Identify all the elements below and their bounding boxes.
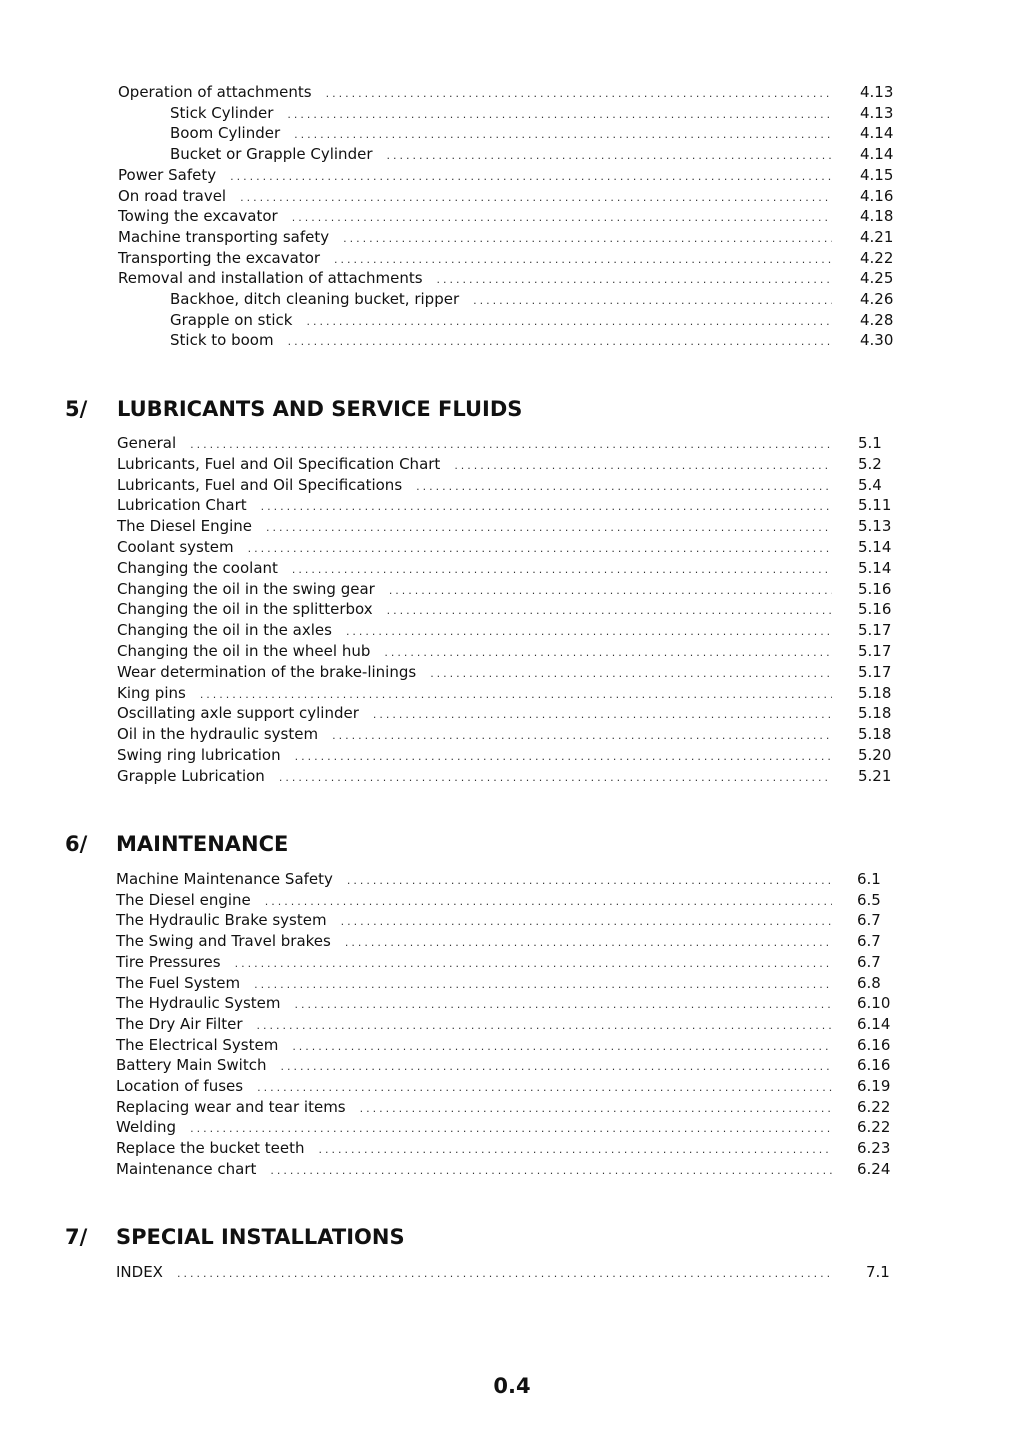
toc-entry-page: 5.16 xyxy=(858,600,892,619)
toc-entry-label: Lubricants, Fuel and Oil Specifications xyxy=(117,475,403,494)
toc-entry-label: Replace the bucket teeth xyxy=(116,1139,305,1158)
toc-entry-label: Removal and installation of attachments xyxy=(118,269,423,288)
toc-entry-label: The Diesel engine xyxy=(116,890,251,909)
toc-entry[interactable] xyxy=(117,516,892,537)
dot-leader xyxy=(437,269,832,290)
toc-entry-page: 5.14 xyxy=(858,558,892,577)
toc-entry-page: 6.23 xyxy=(857,1139,891,1158)
dot-leader xyxy=(295,994,833,1015)
toc-entry-label: Operation of attachments xyxy=(118,83,312,101)
dot-leader xyxy=(257,1015,832,1036)
dot-leader xyxy=(265,891,832,912)
toc-entry-label: Changing the oil in the splitterbox xyxy=(117,600,373,619)
toc-entry[interactable] xyxy=(117,599,892,620)
toc-entry-label: Changing the oil in the wheel hub xyxy=(117,642,371,660)
toc-entry[interactable] xyxy=(117,662,892,683)
dot-leader xyxy=(326,83,832,104)
toc-entry-label: The Hydraulic Brake system xyxy=(116,911,327,930)
toc-entry-label: Location of fuses xyxy=(116,1077,244,1095)
toc-entry-page: 4.22 xyxy=(860,248,894,267)
dot-leader xyxy=(270,1160,832,1181)
toc-entry-page: 6.14 xyxy=(857,1014,891,1033)
toc-entry-page: 4.25 xyxy=(860,269,894,288)
dot-leader xyxy=(387,145,833,166)
toc-entry-page: 5.14 xyxy=(858,538,892,556)
toc-entry[interactable] xyxy=(116,869,881,890)
dot-leader xyxy=(347,870,832,891)
toc-entry-label: Grapple on stick xyxy=(170,310,293,329)
dot-leader xyxy=(343,228,832,249)
toc-entry-label: Power Safety xyxy=(118,165,217,184)
toc-entry-label: Stick Cylinder xyxy=(170,103,274,122)
toc-entry[interactable] xyxy=(116,890,881,911)
toc-entry-page: 5.17 xyxy=(858,621,892,640)
toc-entry-label: Maintenance chart xyxy=(116,1159,257,1178)
toc-entry-page: 6.22 xyxy=(857,1118,891,1137)
dot-leader xyxy=(230,166,832,187)
dot-leader xyxy=(257,1077,832,1098)
toc-entry-label: Battery Main Switch xyxy=(116,1056,267,1075)
dot-leader xyxy=(266,517,832,538)
toc-entry-page: 4.21 xyxy=(860,227,894,246)
toc-entry-page: 5.17 xyxy=(858,642,892,660)
toc-entry-label: Coolant system xyxy=(117,538,234,556)
toc-entry-page: 6.8 xyxy=(857,973,881,992)
toc-entry-page: 6.22 xyxy=(857,1097,891,1116)
toc-entry-label: Oil in the hydraulic system xyxy=(117,725,319,744)
toc-entry-page: 6.16 xyxy=(857,1056,891,1075)
toc-entry-label: The Diesel Engine xyxy=(117,517,252,536)
toc-entry[interactable] xyxy=(117,703,892,724)
toc-entry[interactable] xyxy=(118,165,894,186)
dot-leader xyxy=(373,704,832,725)
toc-entry-label: Changing the coolant xyxy=(117,558,278,577)
dot-leader xyxy=(280,1056,832,1077)
toc-entry-label: The Dry Air Filter xyxy=(116,1014,243,1033)
toc-entry-page: 5.18 xyxy=(858,725,892,744)
toc-entry[interactable] xyxy=(116,1117,891,1138)
toc-entry-label: Oscillating axle support cylinder xyxy=(117,704,359,723)
toc-entry-label: The Hydraulic System xyxy=(116,994,281,1013)
dot-leader xyxy=(387,600,832,621)
toc-entry-page: 5.16 xyxy=(858,579,892,598)
toc-entry[interactable] xyxy=(116,1035,891,1056)
toc-entry[interactable] xyxy=(118,227,894,248)
toc-entry-label: Wear determination of the brake-linings xyxy=(117,662,417,681)
toc-entry[interactable] xyxy=(118,206,894,227)
section-number: 7/ xyxy=(65,1225,88,1249)
toc-entry[interactable] xyxy=(170,289,894,310)
dot-leader xyxy=(384,642,832,663)
toc-entry-page: 4.15 xyxy=(860,165,894,184)
toc-entry[interactable] xyxy=(116,1097,891,1118)
dot-leader xyxy=(240,187,832,208)
dot-leader xyxy=(345,932,832,953)
dot-leader xyxy=(287,104,832,125)
toc-entry-label: Machine transporting safety xyxy=(118,227,330,246)
toc-entry-page: 6.7 xyxy=(857,932,881,951)
toc-entry[interactable] xyxy=(117,745,892,766)
toc-entry[interactable] xyxy=(170,123,894,144)
dot-leader xyxy=(288,331,832,352)
toc-entry-label: Lubricants, Fuel and Oil Specification Chart xyxy=(117,454,441,473)
toc-entry[interactable] xyxy=(117,724,892,745)
dot-leader xyxy=(254,974,832,995)
toc-entry-label: Changing the oil in the axles xyxy=(117,621,332,640)
toc-entry[interactable] xyxy=(117,620,892,641)
toc-entry-page: 5.13 xyxy=(858,517,892,536)
toc-entry-page: 5.4 xyxy=(858,475,882,494)
toc-entry[interactable] xyxy=(118,268,894,289)
dot-leader xyxy=(346,621,832,642)
dot-leader xyxy=(319,1139,832,1160)
dot-leader xyxy=(334,249,832,270)
toc-entry-page: 6.24 xyxy=(857,1159,891,1178)
toc-entry-label: Machine Maintenance Safety xyxy=(116,870,333,888)
toc-entry[interactable] xyxy=(117,683,892,704)
dot-leader xyxy=(292,559,832,580)
dot-leader xyxy=(295,746,832,767)
toc-entry-label: The Fuel System xyxy=(116,973,241,992)
section-title: MAINTENANCE xyxy=(116,832,289,856)
toc-entry[interactable] xyxy=(117,641,892,662)
toc-entry-page: 6.7 xyxy=(857,911,881,930)
toc-entry-label: King pins xyxy=(117,683,186,702)
toc-entry[interactable] xyxy=(117,579,892,600)
toc-entry[interactable] xyxy=(116,931,881,952)
toc-entry-page: 6.7 xyxy=(857,952,881,971)
toc-entry-page: 4.16 xyxy=(860,186,894,205)
toc-entry-label: The Electrical System xyxy=(116,1035,279,1054)
toc-entry[interactable] xyxy=(116,910,881,931)
dot-leader xyxy=(190,434,832,455)
toc-entry-label: Boom Cylinder xyxy=(170,124,281,143)
toc-entry[interactable] xyxy=(116,1262,890,1283)
dot-leader xyxy=(235,953,832,974)
toc-entry-label: Backhoe, ditch cleaning bucket, ripper xyxy=(170,290,460,308)
toc-entry-label: Changing the oil in the swing gear xyxy=(117,579,375,598)
toc-entry-page: 4.13 xyxy=(860,83,894,101)
toc-entry-page: 5.18 xyxy=(858,704,892,723)
toc-entry[interactable] xyxy=(117,495,892,516)
toc-entry-page: 6.5 xyxy=(857,890,881,909)
toc-entry-page: 5.11 xyxy=(858,496,892,515)
dot-leader xyxy=(473,290,832,311)
dot-leader xyxy=(177,1263,832,1284)
dot-leader xyxy=(279,767,832,788)
toc-entry-page: 4.14 xyxy=(860,124,894,143)
toc-entry-page: 4.14 xyxy=(860,145,894,164)
dot-leader xyxy=(248,538,832,559)
toc-entry[interactable] xyxy=(170,310,894,331)
toc-entry[interactable] xyxy=(170,330,894,351)
toc-entry-label: Grapple Lubrication xyxy=(117,766,265,785)
toc-entry-label: Bucket or Grapple Cylinder xyxy=(170,145,373,164)
toc-entry[interactable] xyxy=(117,766,892,787)
toc-entry-page: 5.21 xyxy=(858,766,892,785)
dot-leader xyxy=(261,496,832,517)
dot-leader xyxy=(190,1118,832,1139)
toc-entry[interactable] xyxy=(118,248,894,269)
toc-entry-page: 6.19 xyxy=(857,1077,891,1095)
toc-entry[interactable] xyxy=(118,82,894,103)
toc-entry-label: Welding xyxy=(116,1118,177,1137)
section-title: SPECIAL INSTALLATIONS xyxy=(116,1225,405,1249)
page-number: 0.4 xyxy=(493,1374,531,1398)
toc-entry-page: 4.28 xyxy=(860,310,894,329)
toc-entry-label: INDEX xyxy=(116,1263,163,1281)
toc-entry[interactable] xyxy=(116,973,881,994)
toc-entry[interactable] xyxy=(116,1055,891,1076)
toc-entry-label: Stick to boom xyxy=(170,331,274,350)
toc-entry-page: 6.16 xyxy=(857,1035,891,1054)
toc-entry-page: 7.1 xyxy=(866,1263,890,1281)
toc-entry[interactable] xyxy=(117,454,882,475)
toc-entry-label: Tire Pressures xyxy=(116,952,221,971)
toc-entry-page: 4.30 xyxy=(860,331,894,350)
dot-leader xyxy=(292,1036,832,1057)
toc-entry[interactable] xyxy=(118,186,894,207)
dot-leader xyxy=(360,1098,832,1119)
toc-entry[interactable] xyxy=(116,1159,891,1180)
toc-entry-page: 6.1 xyxy=(857,870,881,888)
toc-entry-label: General xyxy=(117,434,177,452)
dot-leader xyxy=(200,684,832,705)
toc-entry[interactable] xyxy=(117,558,892,579)
toc-entry[interactable] xyxy=(116,1014,891,1035)
toc-entry[interactable] xyxy=(116,993,891,1014)
toc-entry-page: 5.1 xyxy=(858,434,882,452)
toc-entry[interactable] xyxy=(116,1138,891,1159)
section-number: 5/ xyxy=(65,397,88,421)
dot-leader xyxy=(416,476,832,497)
toc-entry[interactable] xyxy=(116,1076,891,1097)
toc-entry-page: 4.13 xyxy=(860,103,894,122)
dot-leader xyxy=(294,124,832,145)
dot-leader xyxy=(332,725,832,746)
toc-entry-label: Lubrication Chart xyxy=(117,496,247,515)
toc-entry-label: On road travel xyxy=(118,186,227,205)
section-number: 6/ xyxy=(65,832,88,856)
toc-entry-label: The Swing and Travel brakes xyxy=(116,932,331,951)
toc-entry-page: 6.10 xyxy=(857,994,891,1013)
toc-entry-page: 5.17 xyxy=(858,662,892,681)
toc-entry-page: 4.26 xyxy=(860,290,894,308)
dot-leader xyxy=(430,663,832,684)
toc-entry-label: Replacing wear and tear items xyxy=(116,1097,346,1116)
toc-entry[interactable] xyxy=(170,144,894,165)
toc-entry-label: Transporting the excavator xyxy=(118,248,321,267)
dot-leader xyxy=(292,207,832,228)
toc-entry-label: Swing ring lubrication xyxy=(117,746,281,764)
toc-entry[interactable] xyxy=(170,103,894,124)
toc-entry-page: 5.2 xyxy=(858,454,882,473)
dot-leader xyxy=(341,911,832,932)
toc-entry-label: Towing the excavator xyxy=(118,207,278,226)
toc-entry-page: 5.18 xyxy=(858,683,892,702)
dot-leader xyxy=(389,580,832,601)
toc-entry[interactable] xyxy=(117,537,892,558)
toc-entry-page: 4.18 xyxy=(860,207,894,226)
toc-entry[interactable] xyxy=(116,952,881,973)
toc-entry-page: 5.20 xyxy=(858,746,892,764)
dot-leader xyxy=(306,311,832,332)
section-title: LUBRICANTS AND SERVICE FLUIDS xyxy=(117,397,523,421)
dot-leader xyxy=(454,455,832,476)
toc-entry[interactable] xyxy=(117,433,882,454)
toc-entry[interactable] xyxy=(117,475,882,496)
